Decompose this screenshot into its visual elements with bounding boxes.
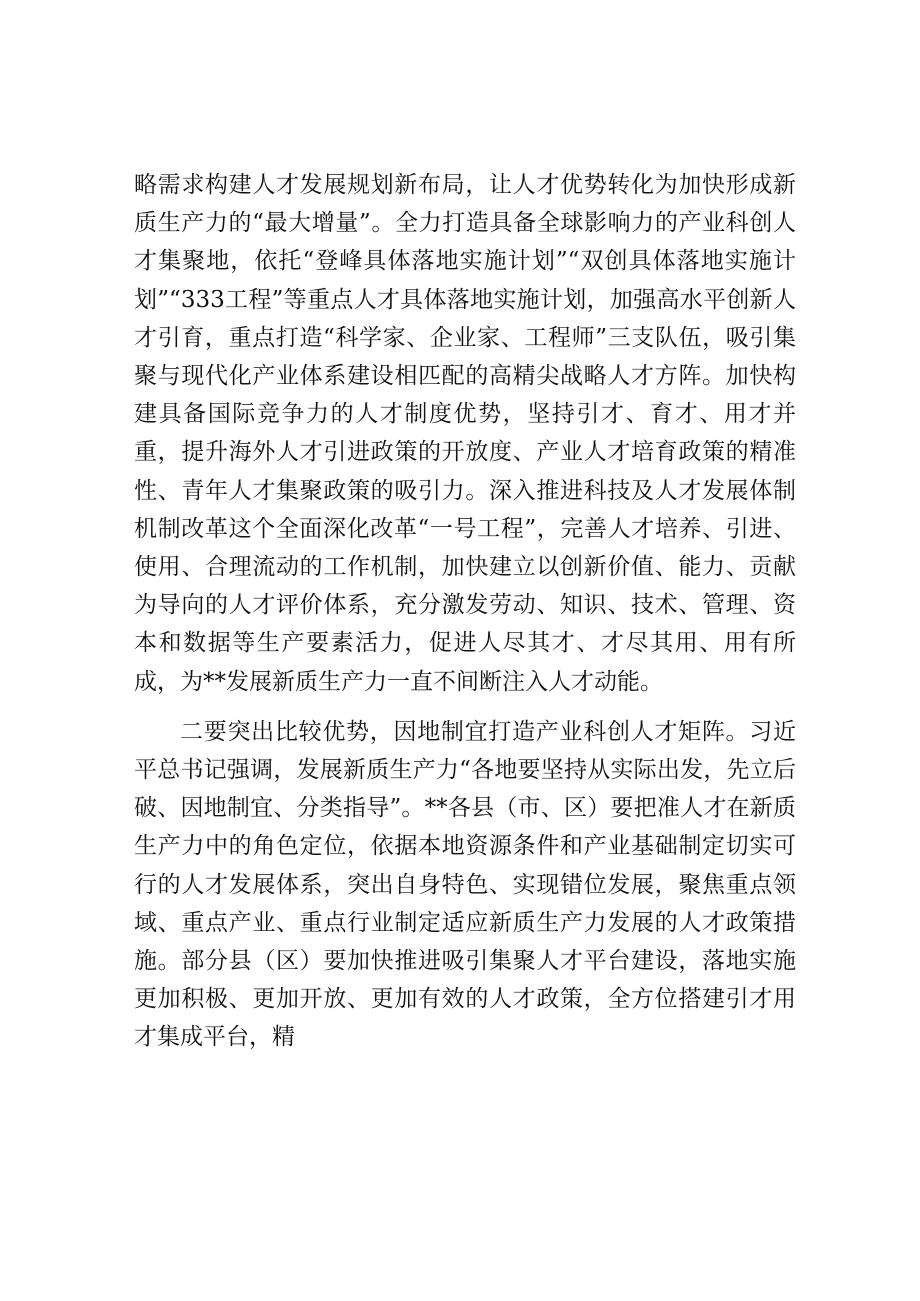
paragraph-second-point: 二要突出比较优势，因地制宜打造产业科创人才矩阵。习近平总书记强调，发展新质生产力“各地要坚持从实际出发，先立后破、因地制宜、分类指导”。**各县（市、区）要把准人才在新质生产力中的角色定位，依据本地资源条件和产业基础制定切实可行的人才发展体系，突出自身特色、实现错位发展，聚焦重点领域、重点产业、重点行业制定适应新质生产力发展的人才政策措施。部分县（区）要加快推进吸引集聚人才平台建设，落地实施更加积极、更加开放、更加有效的人才政策，全方位搭建引才用才集成平台，精 [134,718,796,1051]
paragraph-continued: 略需求构建人才发展规划新布局，让人才优势转化为加快形成新质生产力的“最大增量”。全力打造具备全球影响力的产业科创人才集聚地，依托“登峰具体落地实施计划”“双创具体落地实施计划”“333工程”等重点人才具体落地实施计划，加强高水平创新人才引育，重点打造“科学家、企业家、工程师”三支队伍，吸引集聚与现代化产业体系建设相匹配的高精尖战略人才方阵。加快构建具备国际竞争力的人才制度优势，坚持引才、育才、用才并重，提升海外人才引进政策的开放度、产业人才培育政策的精准性、青年人才集聚政策的吸引力。深入推进科技及人才发展体制机制改革这个全面深化改革“一号工程”，完善人才培养、引进、使用、合理流动的工作机制，加快建立以创新价值、能力、贡献为导向的人才评价体系，充分激发劳动、知识、技术、管理、资本和数据等生产要素活力，促进人尽其才、才尽其用、用有所成，为**发展新质生产力一直不间断注入人才动能。 [134,172,796,695]
document-body [134,166,796,1057]
